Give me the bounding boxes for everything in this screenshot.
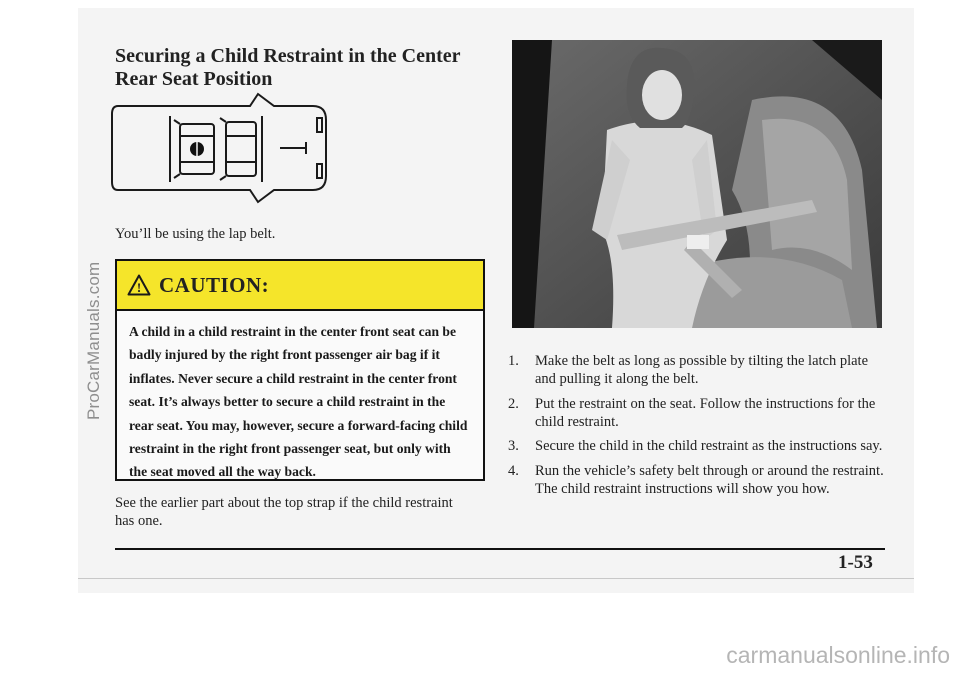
- warning-mark: !: [136, 280, 142, 295]
- step-text: Secure the child in the child restraint as the instructions say.: [535, 438, 883, 454]
- warning-triangle-icon: [127, 274, 151, 296]
- step-text: Run the vehicle’s safety belt through or around the restraint. The child restraint instructions will show you how.: [535, 462, 884, 497]
- footer-rule: [115, 548, 885, 550]
- step-text: Make the belt as long as possible by tilting the latch plate and pulling it along the belt.: [535, 353, 869, 387]
- woman-installing-child-restraint-photo: [512, 40, 882, 328]
- caution-title: CAUTION:: [159, 272, 270, 297]
- caution-body: A child in a child restraint in the center front seat can be badly injured by the right front passenger air bag if it inflates. Never secure a child restraint in the center front seat. It’s always better to secure a child restraint in the rear seat. You may, however, secure a forward-facing child restraint in the right front passenger seat, but only with the seat moved all the way back.: [129, 324, 468, 480]
- step-number: 2.: [508, 395, 519, 412]
- lap-belt-note: You’ll be using the lap belt.: [115, 226, 276, 242]
- step-number: 4.: [508, 462, 519, 479]
- watermark-carmanualsonline: carmanualsonline.info: [726, 642, 950, 668]
- top-strap-note: See the earlier part about the top strap if the child restraint has one.: [115, 495, 453, 529]
- step-number: 3.: [508, 438, 519, 454]
- instruction-steps: [508, 352, 888, 504]
- step-number: 1.: [508, 353, 519, 369]
- list-item: [508, 395, 888, 431]
- list-item: [508, 352, 888, 388]
- section-title: Securing a Child Restraint in the Center Rear Seat Position: [115, 45, 461, 90]
- step-text: Put the restraint on the seat. Follow the instructions for the child restraint.: [535, 395, 876, 430]
- caution-box: [115, 259, 485, 481]
- page-number: 1-53: [838, 552, 873, 573]
- list-item: [508, 437, 888, 455]
- caution-header: [117, 261, 483, 311]
- list-item: [508, 462, 888, 498]
- page-edge-line: [78, 578, 914, 579]
- watermark-procarmanuals: ProCarManuals.com: [84, 261, 103, 420]
- vehicle-seating-diagram-icon: [108, 86, 336, 204]
